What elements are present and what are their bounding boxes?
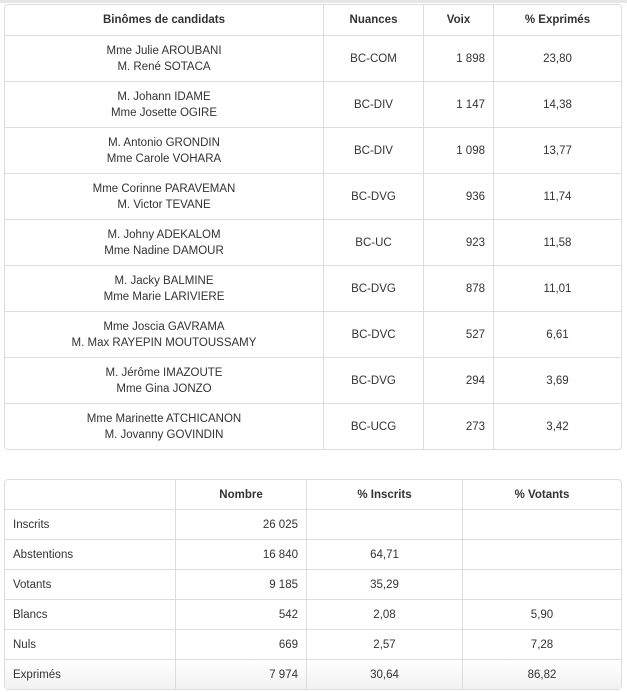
row-label: Inscrits xyxy=(5,509,175,539)
candidate-name: M. Johann IDAME xyxy=(117,90,211,103)
table-row xyxy=(5,509,621,539)
candidate-name: Mme Joscia GAVRAMA xyxy=(103,320,225,333)
nombre-cell: 9 185 xyxy=(175,569,306,599)
candidate-name: M. Jérôme IMAZOUTE xyxy=(105,366,223,379)
table-row xyxy=(5,81,621,127)
nombre-cell: 669 xyxy=(175,629,306,659)
candidate-name: Mme Gina JONZO xyxy=(116,382,212,395)
pct-votants-cell xyxy=(462,539,621,569)
voix-cell: 878 xyxy=(423,265,493,311)
pct-inscrits-cell xyxy=(306,509,462,539)
voix-cell: 1 098 xyxy=(423,127,493,173)
header-pct-exprimes: % Exprimés xyxy=(493,5,621,35)
candidate-name: M. Jacky BALMINE xyxy=(114,274,214,287)
table-row xyxy=(5,173,621,219)
table-row xyxy=(5,35,621,81)
table-row xyxy=(5,265,621,311)
top-border xyxy=(0,0,627,3)
row-label: Exprimés xyxy=(5,659,175,689)
pct-votants-cell: 5,90 xyxy=(462,599,621,629)
pct-inscrits-cell: 2,57 xyxy=(306,629,462,659)
nombre-cell: 542 xyxy=(175,599,306,629)
voix-cell: 527 xyxy=(423,311,493,357)
nombre-cell: 7 974 xyxy=(175,659,306,689)
table-row xyxy=(5,599,621,629)
candidates-cell xyxy=(5,403,323,449)
candidates-cell xyxy=(5,311,323,357)
candidates-cell xyxy=(5,81,323,127)
candidate-name: Mme Marinette ATCHICANON xyxy=(86,412,242,425)
voix-cell: 273 xyxy=(423,403,493,449)
candidate-name: Mme Nadine DAMOUR xyxy=(104,244,224,257)
voix-cell: 1 147 xyxy=(423,81,493,127)
candidate-name: Mme Carole VOHARA xyxy=(106,152,222,165)
pct-exprimes-cell: 11,01 xyxy=(493,265,621,311)
table-row xyxy=(5,311,621,357)
table-row xyxy=(5,357,621,403)
nombre-cell: 16 840 xyxy=(175,539,306,569)
header-empty xyxy=(5,480,175,509)
candidates-cell xyxy=(5,219,323,265)
header-nombre: Nombre xyxy=(175,480,306,509)
pct-exprimes-cell: 14,38 xyxy=(493,81,621,127)
nuance-cell: BC-UCG xyxy=(323,403,423,449)
candidates-table xyxy=(4,4,622,450)
nombre-cell: 26 025 xyxy=(175,509,306,539)
nuance-cell: BC-DIV xyxy=(323,81,423,127)
table-row xyxy=(5,403,621,449)
nuance-cell: BC-DIV xyxy=(323,127,423,173)
pct-inscrits-cell: 30,64 xyxy=(306,659,462,689)
table-row xyxy=(5,659,621,689)
pct-inscrits-cell: 2,08 xyxy=(306,599,462,629)
summary-table xyxy=(4,479,622,690)
candidates-cell xyxy=(5,265,323,311)
table-row xyxy=(5,569,621,599)
pct-exprimes-cell: 13,77 xyxy=(493,127,621,173)
candidate-name: M. Antonio GRONDIN xyxy=(108,136,220,149)
candidate-name: M. René SOTACA xyxy=(117,60,211,73)
candidate-name: M. Max RAYEPIN MOUTOUSSAMY xyxy=(71,336,257,349)
candidate-name: M. Victor TEVANE xyxy=(117,198,211,211)
pct-exprimes-cell: 11,58 xyxy=(493,219,621,265)
pct-exprimes-cell: 23,80 xyxy=(493,35,621,81)
table-header-row xyxy=(5,5,621,35)
pct-exprimes-cell: 3,42 xyxy=(493,403,621,449)
table-row xyxy=(5,539,621,569)
candidates-cell xyxy=(5,173,323,219)
pct-inscrits-cell: 35,29 xyxy=(306,569,462,599)
row-label: Nuls xyxy=(5,629,175,659)
nuance-cell: BC-UC xyxy=(323,219,423,265)
pct-votants-cell: 86,82 xyxy=(462,659,621,689)
candidate-name: M. Jovanny GOVINDIN xyxy=(104,428,224,441)
header-pct-votants: % Votants xyxy=(462,480,621,509)
header-candidates: Binômes de candidats xyxy=(102,14,226,26)
pct-exprimes-cell: 11,74 xyxy=(493,173,621,219)
candidates-cell xyxy=(5,127,323,173)
candidates-cell xyxy=(5,357,323,403)
row-label: Votants xyxy=(5,569,175,599)
voix-cell: 936 xyxy=(423,173,493,219)
nuance-cell: BC-DVG xyxy=(323,265,423,311)
pct-exprimes-cell: 6,61 xyxy=(493,311,621,357)
table-row xyxy=(5,219,621,265)
row-label: Blancs xyxy=(5,599,175,629)
header-nuances: Nuances xyxy=(323,5,423,35)
table-row xyxy=(5,127,621,173)
nuance-cell: BC-COM xyxy=(323,35,423,81)
candidate-name: M. Johny ADEKALOM xyxy=(107,228,221,241)
header-pct-inscrits: % Inscrits xyxy=(306,480,462,509)
candidate-name: Mme Marie LARIVIERE xyxy=(103,290,225,303)
table-row xyxy=(5,629,621,659)
nuance-cell: BC-DVG xyxy=(323,357,423,403)
pct-exprimes-cell: 3,69 xyxy=(493,357,621,403)
candidate-name: Mme Corinne PARAVEMAN xyxy=(92,182,236,195)
voix-cell: 294 xyxy=(423,357,493,403)
voix-cell: 1 898 xyxy=(423,35,493,81)
pct-votants-cell: 7,28 xyxy=(462,629,621,659)
candidate-name: Mme Josette OGIRE xyxy=(110,106,218,119)
row-label: Abstentions xyxy=(5,539,175,569)
voix-cell: 923 xyxy=(423,219,493,265)
header-voix: Voix xyxy=(423,5,493,35)
candidates-cell xyxy=(5,35,323,81)
nuance-cell: BC-DVC xyxy=(323,311,423,357)
pct-inscrits-cell: 64,71 xyxy=(306,539,462,569)
pct-votants-cell xyxy=(462,569,621,599)
table-header-row xyxy=(5,480,621,509)
candidate-name: Mme Julie AROUBANI xyxy=(106,44,222,57)
pct-votants-cell xyxy=(462,509,621,539)
nuance-cell: BC-DVG xyxy=(323,173,423,219)
